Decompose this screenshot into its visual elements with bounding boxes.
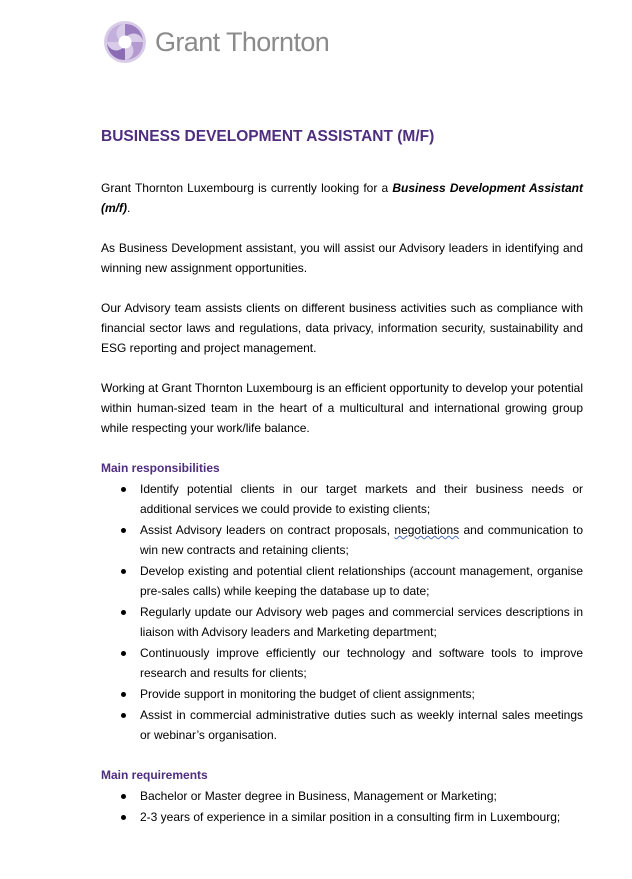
team-paragraph: Our Advisory team assists clients on different business activities such as compliance with financial sector laws and regulations, data privacy, information security, sustainability and ESG reporting and project management. <box>101 301 583 355</box>
list-item <box>101 479 583 519</box>
list-item <box>101 786 583 806</box>
list-item-text: Assist Advisory leaders on contract proposals, <box>140 523 395 537</box>
spellcheck-flagged-word[interactable]: negotiations <box>394 523 460 537</box>
requirements-heading: Main requirements <box>101 768 208 782</box>
responsibilities-heading: Main responsibilities <box>101 461 220 475</box>
bullet-icon <box>121 487 126 492</box>
intro-suffix: . <box>127 201 131 215</box>
responsibilities-list <box>101 479 583 745</box>
list-item <box>101 520 583 560</box>
bullet-icon <box>121 692 126 697</box>
list-item-text: Continuously improve efficiently our technology and software tools to improve research and results for clients; <box>140 646 583 680</box>
intro-role-emphasis: Business Development Assistant (m/f) <box>101 181 583 215</box>
bullet-icon <box>121 651 126 656</box>
list-item-text: Assist in commercial administrative duties such as weekly internal sales meetings or webinar’s organisation. <box>140 708 583 742</box>
bullet-icon <box>121 794 126 799</box>
list-item-text: 2-3 years of experience in a similar position in a consulting firm in Luxembourg; <box>140 810 561 824</box>
role-paragraph: As Business Development assistant, you will assist our Advisory leaders in identifying and winning new assignment opportunities. <box>101 241 583 275</box>
company-name: Grant Thornton <box>155 26 330 57</box>
requirements-list <box>101 786 583 827</box>
list-item-text: Regularly update our Advisory web pages and commercial services descriptions in liaison with Advisory leaders and Marketing department; <box>140 605 583 639</box>
list-item-text: Provide support in monitoring the budget of client assignments; <box>140 687 475 701</box>
list-item-text: Bachelor or Master degree in Business, Management or Marketing; <box>140 789 497 803</box>
bullet-icon <box>121 610 126 615</box>
list-item-text: Identify potential clients in our target markets and their business needs or additional services we could provide to existing clients; <box>140 482 583 516</box>
list-item <box>101 602 583 642</box>
list-item <box>101 705 583 745</box>
intro-paragraph <box>101 178 583 218</box>
list-item <box>101 561 583 601</box>
bullet-icon <box>121 569 126 574</box>
list-item <box>101 807 583 827</box>
list-item <box>101 643 583 683</box>
grant-thornton-swirl-icon <box>103 20 147 64</box>
list-item-text: Develop existing and potential client relationships (account management, organise pre-sales calls) while keeping the database up to date; <box>140 564 583 598</box>
workplace-paragraph: Working at Grant Thornton Luxembourg is an efficient opportunity to develop your potential within human-sized team in the heart of a multicultural and international growing group while respecting your work/life balance. <box>101 381 583 435</box>
job-title: BUSINESS DEVELOPMENT ASSISTANT (M/F) <box>101 128 435 145</box>
bullet-icon <box>121 713 126 718</box>
list-item <box>101 684 583 704</box>
list-item-text: and communication to win new contracts and retaining clients; <box>140 523 583 557</box>
bullet-icon <box>121 528 126 533</box>
job-posting <box>101 127 583 847</box>
bullet-icon <box>121 815 126 820</box>
intro-prefix: Grant Thornton Luxembourg is currently looking for a <box>101 181 393 195</box>
company-logo <box>103 20 329 64</box>
